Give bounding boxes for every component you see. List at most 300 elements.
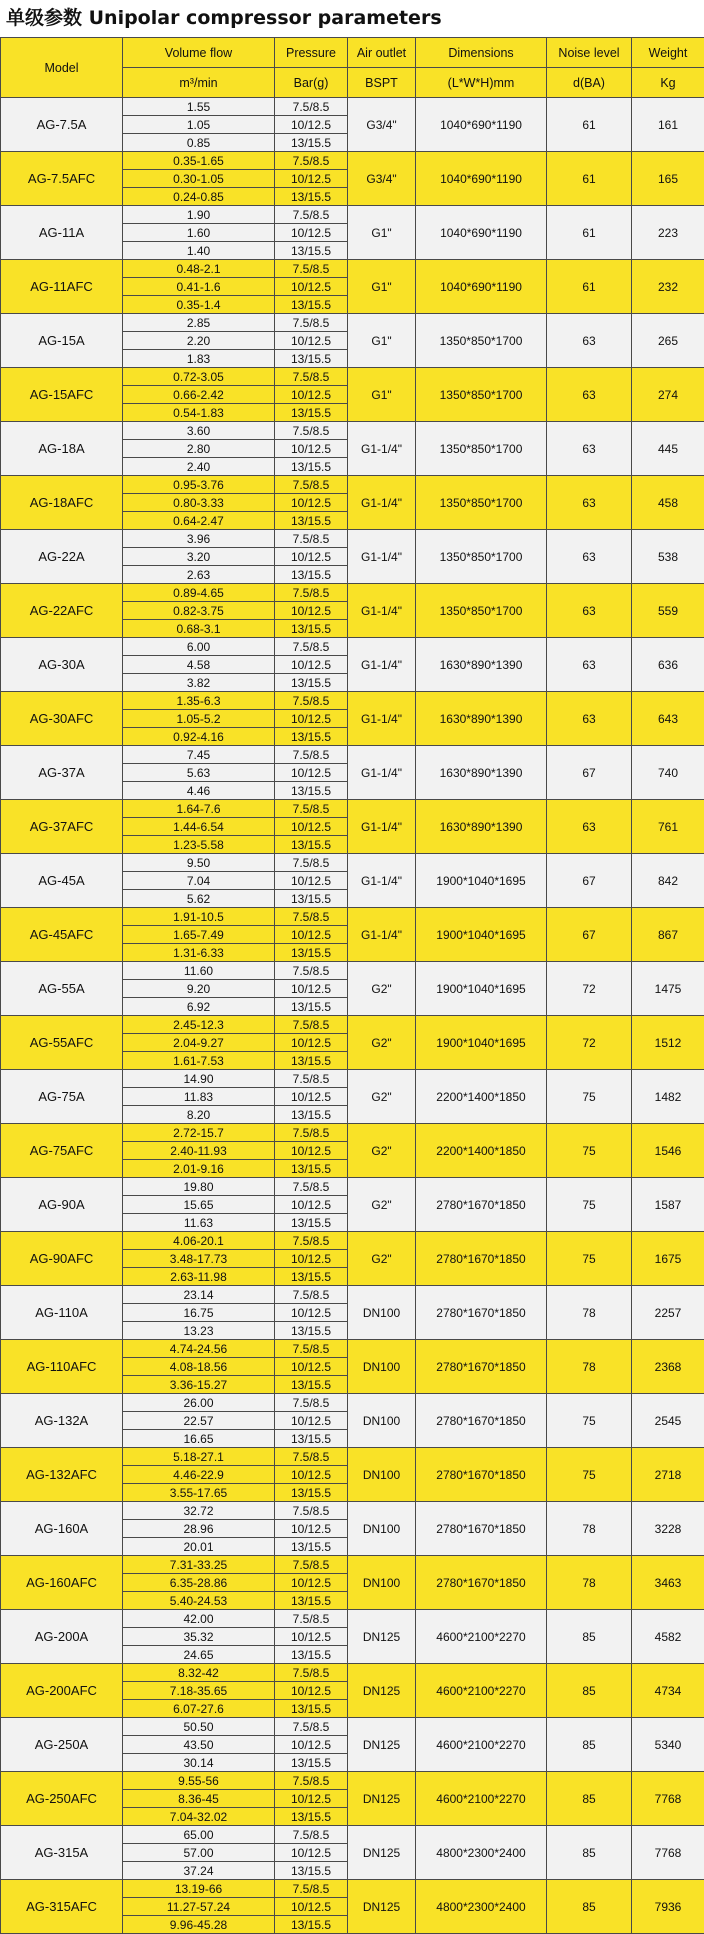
volume-flow-cell: 5.18-27.1 [123, 1448, 275, 1466]
volume-flow-cell: 0.68-3.1 [123, 620, 275, 638]
volume-flow-cell: 1.44-6.54 [123, 818, 275, 836]
pressure-cell: 10/12.5 [275, 1412, 348, 1430]
volume-flow-cell: 0.54-1.83 [123, 404, 275, 422]
model-cell: AG-75AFC [1, 1124, 123, 1178]
volume-flow-cell: 4.06-20.1 [123, 1232, 275, 1250]
pressure-cell: 10/12.5 [275, 1088, 348, 1106]
air-outlet-cell: G1-1/4" [348, 584, 416, 638]
model-cell: AG-132AFC [1, 1448, 123, 1502]
air-outlet-cell: G1-1/4" [348, 854, 416, 908]
dimensions-cell: 2780*1670*1850 [416, 1448, 547, 1502]
header-dimensions: Dimensions [416, 38, 547, 68]
pressure-cell: 13/15.5 [275, 1106, 348, 1124]
dimensions-cell: 4600*2100*2270 [416, 1772, 547, 1826]
model-cell: AG-160AFC [1, 1556, 123, 1610]
weight-cell: 2257 [632, 1286, 704, 1340]
pressure-cell: 10/12.5 [275, 116, 348, 134]
volume-flow-cell: 26.00 [123, 1394, 275, 1412]
dimensions-cell: 1350*850*1700 [416, 476, 547, 530]
pressure-cell: 7.5/8.5 [275, 1394, 348, 1412]
pressure-cell: 7.5/8.5 [275, 1448, 348, 1466]
noise-level-cell: 63 [547, 800, 632, 854]
table-row [1, 1340, 704, 1358]
volume-flow-cell: 4.08-18.56 [123, 1358, 275, 1376]
pressure-cell: 10/12.5 [275, 332, 348, 350]
pressure-cell: 13/15.5 [275, 1052, 348, 1070]
pressure-cell: 13/15.5 [275, 1754, 348, 1772]
volume-flow-cell: 7.31-33.25 [123, 1556, 275, 1574]
volume-flow-cell: 7.18-35.65 [123, 1682, 275, 1700]
air-outlet-cell: G1" [348, 368, 416, 422]
weight-cell: 274 [632, 368, 704, 422]
volume-flow-cell: 15.65 [123, 1196, 275, 1214]
dimensions-cell: 1350*850*1700 [416, 314, 547, 368]
volume-flow-cell: 1.05 [123, 116, 275, 134]
volume-flow-cell: 1.40 [123, 242, 275, 260]
dimensions-cell: 2780*1670*1850 [416, 1556, 547, 1610]
weight-cell: 3228 [632, 1502, 704, 1556]
pressure-cell: 13/15.5 [275, 1376, 348, 1394]
air-outlet-cell: G1-1/4" [348, 476, 416, 530]
pressure-cell: 7.5/8.5 [275, 1880, 348, 1898]
air-outlet-cell: G1-1/4" [348, 692, 416, 746]
volume-flow-cell: 6.92 [123, 998, 275, 1016]
volume-flow-cell: 13.19-66 [123, 1880, 275, 1898]
model-cell: AG-18AFC [1, 476, 123, 530]
dimensions-cell: 1040*690*1190 [416, 206, 547, 260]
volume-flow-cell: 9.20 [123, 980, 275, 998]
volume-flow-cell: 42.00 [123, 1610, 275, 1628]
pressure-cell: 10/12.5 [275, 548, 348, 566]
model-cell: AG-18A [1, 422, 123, 476]
dimensions-cell: 2780*1670*1850 [416, 1286, 547, 1340]
pressure-cell: 10/12.5 [275, 602, 348, 620]
dimensions-cell: 1630*890*1390 [416, 800, 547, 854]
weight-cell: 2718 [632, 1448, 704, 1502]
air-outlet-cell: DN125 [348, 1610, 416, 1664]
volume-flow-cell: 65.00 [123, 1826, 275, 1844]
dimensions-cell: 1350*850*1700 [416, 422, 547, 476]
pressure-cell: 10/12.5 [275, 494, 348, 512]
pressure-cell: 13/15.5 [275, 134, 348, 152]
header-pressure-unit: Bar(g) [275, 68, 348, 98]
pressure-cell: 10/12.5 [275, 224, 348, 242]
weight-cell: 867 [632, 908, 704, 962]
dimensions-cell: 1900*1040*1695 [416, 908, 547, 962]
dimensions-cell: 2780*1670*1850 [416, 1502, 547, 1556]
volume-flow-cell: 0.85 [123, 134, 275, 152]
pressure-cell: 10/12.5 [275, 656, 348, 674]
model-cell: AG-55AFC [1, 1016, 123, 1070]
model-cell: AG-160A [1, 1502, 123, 1556]
volume-flow-cell: 2.04-9.27 [123, 1034, 275, 1052]
volume-flow-cell: 9.50 [123, 854, 275, 872]
air-outlet-cell: G3/4" [348, 152, 416, 206]
pressure-cell: 7.5/8.5 [275, 1232, 348, 1250]
volume-flow-cell: 3.48-17.73 [123, 1250, 275, 1268]
volume-flow-cell: 35.32 [123, 1628, 275, 1646]
pressure-cell: 7.5/8.5 [275, 1718, 348, 1736]
dimensions-cell: 2780*1670*1850 [416, 1232, 547, 1286]
model-cell: AG-110A [1, 1286, 123, 1340]
header-model: Model [1, 38, 123, 98]
noise-level-cell: 63 [547, 638, 632, 692]
volume-flow-cell: 13.23 [123, 1322, 275, 1340]
pressure-cell: 13/15.5 [275, 944, 348, 962]
table-row [1, 1232, 704, 1250]
pressure-cell: 10/12.5 [275, 926, 348, 944]
pressure-cell: 7.5/8.5 [275, 800, 348, 818]
air-outlet-cell: G1" [348, 314, 416, 368]
volume-flow-cell: 1.35-6.3 [123, 692, 275, 710]
air-outlet-cell: G3/4" [348, 98, 416, 152]
volume-flow-cell: 3.82 [123, 674, 275, 692]
model-cell: AG-110AFC [1, 1340, 123, 1394]
dimensions-cell: 4800*2300*2400 [416, 1880, 547, 1934]
noise-level-cell: 63 [547, 584, 632, 638]
pressure-cell: 13/15.5 [275, 1700, 348, 1718]
pressure-cell: 7.5/8.5 [275, 962, 348, 980]
volume-flow-cell: 0.24-0.85 [123, 188, 275, 206]
volume-flow-cell: 1.23-5.58 [123, 836, 275, 854]
pressure-cell: 7.5/8.5 [275, 476, 348, 494]
table-row [1, 1826, 704, 1844]
weight-cell: 1482 [632, 1070, 704, 1124]
volume-flow-cell: 30.14 [123, 1754, 275, 1772]
volume-flow-cell: 6.35-28.86 [123, 1574, 275, 1592]
pressure-cell: 10/12.5 [275, 386, 348, 404]
table-row [1, 908, 704, 926]
volume-flow-cell: 0.41-1.6 [123, 278, 275, 296]
table-row [1, 1880, 704, 1898]
header-pressure: Pressure [275, 38, 348, 68]
weight-cell: 7768 [632, 1826, 704, 1880]
pressure-cell: 7.5/8.5 [275, 422, 348, 440]
header-weight: Weight [632, 38, 704, 68]
volume-flow-cell: 23.14 [123, 1286, 275, 1304]
volume-flow-cell: 16.75 [123, 1304, 275, 1322]
volume-flow-cell: 3.36-15.27 [123, 1376, 275, 1394]
air-outlet-cell: DN100 [348, 1556, 416, 1610]
pressure-cell: 10/12.5 [275, 1196, 348, 1214]
volume-flow-cell: 9.96-45.28 [123, 1916, 275, 1934]
weight-cell: 458 [632, 476, 704, 530]
weight-cell: 7936 [632, 1880, 704, 1934]
table-row [1, 1718, 704, 1736]
header-dimensions-unit: (L*W*H)mm [416, 68, 547, 98]
dimensions-cell: 1630*890*1390 [416, 692, 547, 746]
noise-level-cell: 85 [547, 1718, 632, 1772]
air-outlet-cell: G1-1/4" [348, 638, 416, 692]
table-row [1, 1664, 704, 1682]
volume-flow-cell: 11.83 [123, 1088, 275, 1106]
pressure-cell: 10/12.5 [275, 764, 348, 782]
volume-flow-cell: 5.62 [123, 890, 275, 908]
model-cell: AG-22AFC [1, 584, 123, 638]
volume-flow-cell: 2.40-11.93 [123, 1142, 275, 1160]
volume-flow-cell: 6.00 [123, 638, 275, 656]
dimensions-cell: 2780*1670*1850 [416, 1178, 547, 1232]
volume-flow-cell: 11.27-57.24 [123, 1898, 275, 1916]
volume-flow-cell: 22.57 [123, 1412, 275, 1430]
noise-level-cell: 75 [547, 1394, 632, 1448]
pressure-cell: 7.5/8.5 [275, 98, 348, 116]
pressure-cell: 10/12.5 [275, 818, 348, 836]
table-row [1, 584, 704, 602]
weight-cell: 643 [632, 692, 704, 746]
pressure-cell: 7.5/8.5 [275, 260, 348, 278]
pressure-cell: 10/12.5 [275, 980, 348, 998]
weight-cell: 636 [632, 638, 704, 692]
pressure-cell: 10/12.5 [275, 1466, 348, 1484]
pressure-cell: 7.5/8.5 [275, 314, 348, 332]
model-cell: AG-11A [1, 206, 123, 260]
volume-flow-cell: 5.40-24.53 [123, 1592, 275, 1610]
air-outlet-cell: G2" [348, 1232, 416, 1286]
dimensions-cell: 4600*2100*2270 [416, 1610, 547, 1664]
pressure-cell: 7.5/8.5 [275, 1502, 348, 1520]
volume-flow-cell: 8.20 [123, 1106, 275, 1124]
air-outlet-cell: G2" [348, 1016, 416, 1070]
dimensions-cell: 2200*1400*1850 [416, 1070, 547, 1124]
table-row [1, 1178, 704, 1196]
air-outlet-cell: G2" [348, 962, 416, 1016]
weight-cell: 445 [632, 422, 704, 476]
volume-flow-cell: 1.90 [123, 206, 275, 224]
dimensions-cell: 1900*1040*1695 [416, 854, 547, 908]
pressure-cell: 13/15.5 [275, 512, 348, 530]
weight-cell: 7768 [632, 1772, 704, 1826]
volume-flow-cell: 1.83 [123, 350, 275, 368]
volume-flow-cell: 32.72 [123, 1502, 275, 1520]
pressure-cell: 7.5/8.5 [275, 1178, 348, 1196]
model-cell: AG-30A [1, 638, 123, 692]
air-outlet-cell: G1-1/4" [348, 746, 416, 800]
noise-level-cell: 67 [547, 746, 632, 800]
pressure-cell: 13/15.5 [275, 1430, 348, 1448]
volume-flow-cell: 0.48-2.1 [123, 260, 275, 278]
model-cell: AG-90AFC [1, 1232, 123, 1286]
noise-level-cell: 78 [547, 1286, 632, 1340]
model-cell: AG-15AFC [1, 368, 123, 422]
pressure-cell: 7.5/8.5 [275, 1340, 348, 1358]
header-volume-flow: Volume flow [123, 38, 275, 68]
pressure-cell: 13/15.5 [275, 728, 348, 746]
pressure-cell: 13/15.5 [275, 1646, 348, 1664]
table-row [1, 1394, 704, 1412]
noise-level-cell: 75 [547, 1124, 632, 1178]
dimensions-cell: 4800*2300*2400 [416, 1826, 547, 1880]
volume-flow-cell: 7.04-32.02 [123, 1808, 275, 1826]
table-row [1, 1610, 704, 1628]
table-row [1, 1286, 704, 1304]
pressure-cell: 10/12.5 [275, 1682, 348, 1700]
parameters-table [0, 37, 704, 1934]
weight-cell: 1546 [632, 1124, 704, 1178]
weight-cell: 761 [632, 800, 704, 854]
pressure-cell: 10/12.5 [275, 278, 348, 296]
volume-flow-cell: 1.61-7.53 [123, 1052, 275, 1070]
volume-flow-cell: 6.07-27.6 [123, 1700, 275, 1718]
pressure-cell: 10/12.5 [275, 1574, 348, 1592]
volume-flow-cell: 1.64-7.6 [123, 800, 275, 818]
noise-level-cell: 61 [547, 206, 632, 260]
volume-flow-cell: 11.60 [123, 962, 275, 980]
volume-flow-cell: 0.66-2.42 [123, 386, 275, 404]
pressure-cell: 7.5/8.5 [275, 152, 348, 170]
noise-level-cell: 61 [547, 98, 632, 152]
table-row [1, 314, 704, 332]
dimensions-cell: 1900*1040*1695 [416, 1016, 547, 1070]
model-cell: AG-75A [1, 1070, 123, 1124]
model-cell: AG-55A [1, 962, 123, 1016]
weight-cell: 1475 [632, 962, 704, 1016]
header-noise-unit: d(BA) [547, 68, 632, 98]
pressure-cell: 7.5/8.5 [275, 1286, 348, 1304]
pressure-cell: 10/12.5 [275, 1520, 348, 1538]
pressure-cell: 7.5/8.5 [275, 368, 348, 386]
pressure-cell: 7.5/8.5 [275, 1124, 348, 1142]
volume-flow-cell: 0.64-2.47 [123, 512, 275, 530]
model-cell: AG-45AFC [1, 908, 123, 962]
volume-flow-cell: 3.96 [123, 530, 275, 548]
pressure-cell: 13/15.5 [275, 1916, 348, 1934]
weight-cell: 223 [632, 206, 704, 260]
volume-flow-cell: 14.90 [123, 1070, 275, 1088]
pressure-cell: 10/12.5 [275, 710, 348, 728]
weight-cell: 2545 [632, 1394, 704, 1448]
volume-flow-cell: 57.00 [123, 1844, 275, 1862]
noise-level-cell: 85 [547, 1880, 632, 1934]
pressure-cell: 7.5/8.5 [275, 530, 348, 548]
pressure-cell: 7.5/8.5 [275, 692, 348, 710]
pressure-cell: 13/15.5 [275, 1538, 348, 1556]
dimensions-cell: 2200*1400*1850 [416, 1124, 547, 1178]
pressure-cell: 7.5/8.5 [275, 584, 348, 602]
pressure-cell: 7.5/8.5 [275, 1772, 348, 1790]
pressure-cell: 7.5/8.5 [275, 908, 348, 926]
header-volume-flow-unit: m³/min [123, 68, 275, 98]
air-outlet-cell: DN100 [348, 1394, 416, 1448]
weight-cell: 4734 [632, 1664, 704, 1718]
model-cell: AG-7.5AFC [1, 152, 123, 206]
volume-flow-cell: 2.63-11.98 [123, 1268, 275, 1286]
dimensions-cell: 1350*850*1700 [416, 584, 547, 638]
model-cell: AG-15A [1, 314, 123, 368]
air-outlet-cell: DN125 [348, 1772, 416, 1826]
noise-level-cell: 85 [547, 1664, 632, 1718]
weight-cell: 5340 [632, 1718, 704, 1772]
pressure-cell: 7.5/8.5 [275, 1826, 348, 1844]
dimensions-cell: 1900*1040*1695 [416, 962, 547, 1016]
volume-flow-cell: 50.50 [123, 1718, 275, 1736]
pressure-cell: 10/12.5 [275, 1628, 348, 1646]
model-cell: AG-37A [1, 746, 123, 800]
header-weight-unit: Kg [632, 68, 704, 98]
pressure-cell: 10/12.5 [275, 1142, 348, 1160]
pressure-cell: 7.5/8.5 [275, 746, 348, 764]
table-row [1, 1016, 704, 1034]
table-row [1, 206, 704, 224]
air-outlet-cell: DN125 [348, 1718, 416, 1772]
pressure-cell: 7.5/8.5 [275, 206, 348, 224]
volume-flow-cell: 4.74-24.56 [123, 1340, 275, 1358]
air-outlet-cell: G2" [348, 1124, 416, 1178]
air-outlet-cell: G1-1/4" [348, 422, 416, 476]
pressure-cell: 7.5/8.5 [275, 854, 348, 872]
table-row [1, 1070, 704, 1088]
pressure-cell: 13/15.5 [275, 188, 348, 206]
table-row [1, 422, 704, 440]
header-noise-level: Noise level [547, 38, 632, 68]
pressure-cell: 7.5/8.5 [275, 1070, 348, 1088]
volume-flow-cell: 0.89-4.65 [123, 584, 275, 602]
pressure-cell: 13/15.5 [275, 1322, 348, 1340]
noise-level-cell: 63 [547, 530, 632, 584]
model-cell: AG-11AFC [1, 260, 123, 314]
volume-flow-cell: 0.82-3.75 [123, 602, 275, 620]
weight-cell: 4582 [632, 1610, 704, 1664]
pressure-cell: 10/12.5 [275, 1736, 348, 1754]
pressure-cell: 7.5/8.5 [275, 1610, 348, 1628]
weight-cell: 559 [632, 584, 704, 638]
pressure-cell: 13/15.5 [275, 1862, 348, 1880]
dimensions-cell: 2780*1670*1850 [416, 1340, 547, 1394]
dimensions-cell: 1350*850*1700 [416, 530, 547, 584]
pressure-cell: 13/15.5 [275, 782, 348, 800]
volume-flow-cell: 2.20 [123, 332, 275, 350]
page-title: 单级参数 Unipolar compressor parameters [0, 0, 704, 37]
air-outlet-cell: G2" [348, 1178, 416, 1232]
noise-level-cell: 67 [547, 908, 632, 962]
weight-cell: 1512 [632, 1016, 704, 1070]
noise-level-cell: 61 [547, 152, 632, 206]
volume-flow-cell: 4.46 [123, 782, 275, 800]
volume-flow-cell: 16.65 [123, 1430, 275, 1448]
pressure-cell: 13/15.5 [275, 1484, 348, 1502]
header-air-outlet-unit: BSPT [348, 68, 416, 98]
weight-cell: 2368 [632, 1340, 704, 1394]
model-cell: AG-315A [1, 1826, 123, 1880]
noise-level-cell: 63 [547, 368, 632, 422]
table-row [1, 530, 704, 548]
pressure-cell: 10/12.5 [275, 1898, 348, 1916]
dimensions-cell: 4600*2100*2270 [416, 1718, 547, 1772]
table-row [1, 638, 704, 656]
pressure-cell: 13/15.5 [275, 1214, 348, 1232]
pressure-cell: 13/15.5 [275, 998, 348, 1016]
volume-flow-cell: 0.35-1.4 [123, 296, 275, 314]
model-cell: AG-250AFC [1, 1772, 123, 1826]
model-cell: AG-45A [1, 854, 123, 908]
volume-flow-cell: 1.60 [123, 224, 275, 242]
volume-flow-cell: 24.65 [123, 1646, 275, 1664]
pressure-cell: 13/15.5 [275, 1808, 348, 1826]
model-cell: AG-90A [1, 1178, 123, 1232]
volume-flow-cell: 43.50 [123, 1736, 275, 1754]
weight-cell: 538 [632, 530, 704, 584]
noise-level-cell: 78 [547, 1340, 632, 1394]
weight-cell: 3463 [632, 1556, 704, 1610]
volume-flow-cell: 3.55-17.65 [123, 1484, 275, 1502]
model-cell: AG-22A [1, 530, 123, 584]
pressure-cell: 10/12.5 [275, 1358, 348, 1376]
volume-flow-cell: 2.80 [123, 440, 275, 458]
table-row [1, 368, 704, 386]
noise-level-cell: 63 [547, 692, 632, 746]
pressure-cell: 13/15.5 [275, 404, 348, 422]
volume-flow-cell: 1.05-5.2 [123, 710, 275, 728]
